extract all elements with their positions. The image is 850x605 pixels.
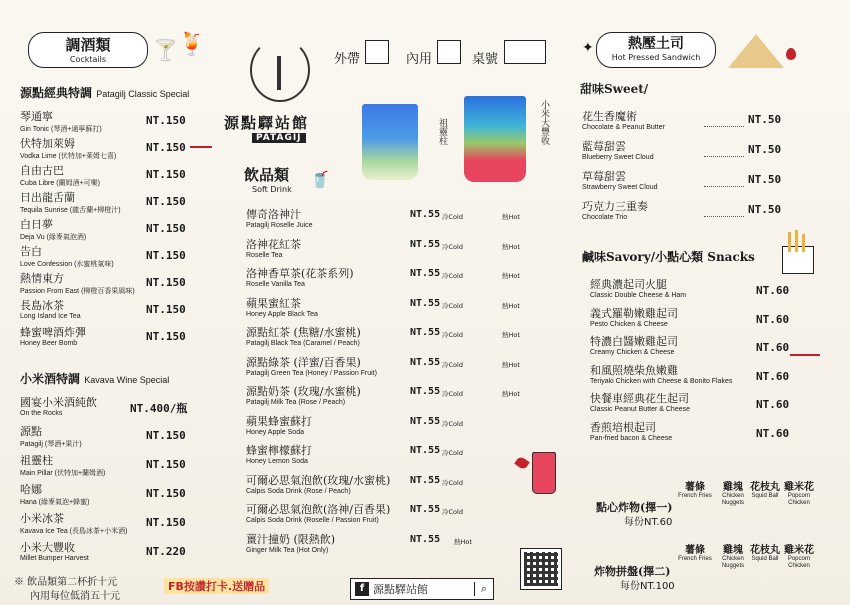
- item-price: NT.60: [756, 369, 790, 383]
- dinein-label: 內用: [406, 52, 433, 67]
- item-price: NT.150: [146, 141, 186, 154]
- table-label: 桌號: [472, 52, 499, 67]
- snack-option-english: Chicken Nuggets: [721, 556, 745, 569]
- dotted-leader: [704, 186, 744, 187]
- item-price: NT.55: [410, 415, 441, 427]
- min-charge-note: 內用每位低消五十元: [30, 591, 120, 602]
- item-price: NT.50: [748, 113, 782, 126]
- item-english-name: Pesto Chicken & Cheese: [590, 320, 668, 328]
- item-english-name: Kavava Ice Tea (長島冰茶+小米酒): [20, 528, 128, 535]
- cold-tag: 冷Cold: [442, 301, 463, 310]
- savory-item: [590, 362, 732, 385]
- item-name: 洛神香草茶(花茶系列): [246, 267, 354, 280]
- item-name: 特濃白醬嫩雞起司: [590, 335, 678, 348]
- dotted-leader: [704, 156, 744, 157]
- item-english-name: Pan-fried bacon & Cheese: [590, 434, 673, 442]
- snack-option: [748, 541, 782, 563]
- soft-drink-item: [246, 236, 301, 259]
- item-english-name: Patagilj Roselle Juice: [246, 222, 313, 229]
- cocktail-item: [20, 216, 86, 242]
- item-name: 花生香魔術: [582, 110, 637, 123]
- snack-option-name: 雞米花: [784, 545, 814, 556]
- dotted-leader: [704, 216, 744, 217]
- cold-tag: 冷Cold: [442, 478, 463, 487]
- item-english-name: Creamy Chicken & Cheese: [590, 349, 675, 356]
- qr-pattern: [524, 552, 558, 586]
- item-english-name: Chocolate Trio: [582, 214, 628, 221]
- item-english-name: Tequila Sunrise (龍舌蘭+柳橙汁): [20, 207, 121, 214]
- item-price: NT.150: [146, 303, 186, 316]
- cocktails-header: [28, 32, 148, 68]
- hot-tag: 熱Hot: [502, 301, 520, 310]
- item-name: 琴通寧: [20, 110, 53, 123]
- item-english-name: Classic Double Cheese & Ham: [590, 292, 687, 299]
- classic-special-title: 源點經典特調 Patagilj Classic Special: [20, 86, 190, 100]
- item-price: NT.150: [146, 458, 186, 471]
- item-name: 伏特加萊姆: [20, 137, 75, 150]
- sandwich-subtitle: Hot Pressed Sandwich: [611, 53, 701, 62]
- item-name: 快餐車經典花生起司: [590, 392, 689, 405]
- cup-blue-pink: [464, 96, 526, 182]
- item-english-name: Hana (綠麥氣泡+蜂蜜): [20, 499, 90, 506]
- sandwich-illustration: [728, 34, 788, 72]
- item-price: NT.55: [410, 268, 441, 279]
- brand-en: PATAGIJ: [252, 133, 306, 143]
- item-english-name: Deja Vu (綠麥氣泡酒): [20, 234, 87, 241]
- item-name: 可爾必思氣泡飲(洛神/百香果): [246, 503, 391, 516]
- snack-option: [782, 541, 816, 570]
- item-english-name: Patagilj Black Tea (Caramel / Peach): [246, 340, 360, 347]
- item-name: 告白: [20, 245, 42, 258]
- plant-icon: [270, 56, 288, 90]
- takeout-checkbox[interactable]: [365, 40, 389, 64]
- item-price: NT.150: [146, 114, 186, 127]
- snack-option-english: Squid Ball: [751, 556, 779, 562]
- snack-option-name: 雞塊: [723, 545, 743, 556]
- cold-tag: 冷Cold: [442, 360, 463, 369]
- sandwich-column: [568, 0, 850, 605]
- soft-drink-item: [246, 295, 318, 318]
- red-highlight: [790, 354, 820, 356]
- item-english-name: Honey Apple Soda: [246, 428, 304, 436]
- item-name: 經典濃起司火腿: [590, 278, 667, 291]
- savory-item: [590, 419, 672, 442]
- hot-tag: 熱Hot: [502, 213, 520, 221]
- sweet-item: [582, 198, 648, 221]
- item-name: 源點綠茶 (洋蜜/百香果): [246, 355, 361, 369]
- middle-column: [168, 0, 567, 605]
- item-english-name: Calpis Soda Drink (Roselle / Passion Fruit): [246, 517, 379, 524]
- item-name: 哈娜: [20, 483, 42, 496]
- kavava-item: [20, 481, 89, 507]
- combo-snack-price: 每份NT.100: [620, 581, 675, 592]
- cocktail-item: [20, 297, 81, 320]
- cocktails-subtitle: Cocktails: [69, 55, 107, 64]
- item-name: 可爾必思氣泡飲(玫瑰/水蜜桃): [246, 473, 391, 487]
- cocktail-item: [20, 135, 116, 161]
- snack-option-english: French Fries: [678, 556, 712, 562]
- cocktails-title: 調酒類: [65, 36, 111, 54]
- item-english-name: Passion From East (柳橙百香果風味): [20, 288, 135, 295]
- cold-tag: 冷Cold: [442, 213, 463, 221]
- snack-option: [678, 478, 712, 500]
- drink-discount-note: ※ 飲品類第二杯折十元: [14, 577, 118, 588]
- snack-option-name: 雞米花: [784, 482, 814, 493]
- soft-drink-header: [244, 164, 292, 194]
- item-price: NT.60: [756, 341, 790, 354]
- item-english-name: Classic Peanut Butter & Cheese: [590, 406, 690, 413]
- item-english-name: Strawberry Sweet Cloud: [582, 184, 658, 191]
- item-english-name: On the Rocks: [20, 410, 63, 417]
- item-price: NT.220: [146, 545, 186, 558]
- item-price: NT.150: [146, 516, 186, 529]
- item-english-name: Patagilj Green Tea (Honey / Passion Fruit): [246, 369, 377, 377]
- item-name: 日出龍舌蘭: [20, 191, 75, 204]
- brand-logo: [244, 34, 314, 104]
- item-name: 薑汁撞奶 (限熱飲): [246, 532, 336, 546]
- hot-tag: 熱Hot: [502, 360, 520, 369]
- item-name: 香煎培根起司: [590, 420, 656, 434]
- savory-item: [590, 390, 690, 413]
- cocktail-item: [20, 108, 102, 134]
- item-price: NT.55: [410, 474, 441, 486]
- item-english-name: Patagilj Milk Tea (Rose / Peach): [246, 399, 346, 406]
- item-english-name: Honey Apple Black Tea: [246, 310, 318, 318]
- item-price: NT.55: [410, 386, 441, 397]
- item-price: NT.150: [146, 429, 186, 442]
- savory-item: [590, 305, 678, 328]
- snack-option-english: Popcorn Chicken: [787, 493, 811, 506]
- item-price: NT.60: [756, 284, 790, 297]
- cup-blue-green: [362, 104, 418, 180]
- kavava-item: [20, 423, 82, 449]
- item-name: 蜂蜜啤酒炸彈: [20, 326, 86, 339]
- item-name: 自由古巴: [20, 164, 64, 177]
- item-price: NT.55: [410, 238, 441, 250]
- savory-item: [590, 333, 678, 356]
- snack-option-name: 薯條: [685, 545, 705, 556]
- fb-promo: FB按讚打卡.送贈品: [164, 578, 269, 594]
- item-name: 草莓甜雲: [582, 170, 626, 183]
- item-english-name: Vodka Lime (伏特加+萊姆七喜): [20, 153, 117, 160]
- item-price: NT.55: [410, 445, 441, 456]
- item-name: 長島冰茶: [20, 299, 64, 312]
- single-snack-title: 點心炸物(擇一): [596, 501, 673, 514]
- soft-drink-subtitle: Soft Drink: [252, 185, 292, 194]
- snack-option-english: Squid Ball: [751, 493, 779, 499]
- fb-page-name: 源點驛站館: [373, 583, 428, 596]
- search-icon: ⌕: [474, 582, 493, 596]
- kavava-item: [20, 394, 97, 417]
- cocktail-illustration: [514, 438, 566, 498]
- soft-drink-title: 飲品類: [244, 166, 290, 184]
- item-price: NT.55: [410, 356, 441, 368]
- item-english-name: Roselle Tea: [246, 251, 283, 259]
- soft-drink-item: [246, 206, 313, 229]
- dinein-checkbox[interactable]: [437, 40, 461, 64]
- brand-name: 源點驛站館: [224, 114, 310, 132]
- kavava-special-title: 小米酒特調 Kavava Wine Special: [20, 372, 170, 386]
- drink-photo-right: [460, 92, 532, 184]
- dotted-leader: [704, 126, 744, 127]
- cocktail-tall-glass-icon: 🍹: [178, 32, 206, 57]
- item-name: 熱情東方: [20, 272, 64, 285]
- soft-drink-item: [246, 265, 354, 288]
- soft-drink-item: [246, 442, 312, 465]
- hot-tag: 熱Hot: [454, 537, 472, 546]
- cocktail-item: [20, 189, 121, 215]
- cocktail-item: [20, 324, 86, 347]
- sweet-title: 甜味Sweet/: [580, 82, 649, 96]
- item-price: NT.55: [410, 504, 441, 515]
- item-name: 洛神花紅茶: [246, 237, 301, 251]
- item-english-name: Chocolate & Peanut Butter: [582, 124, 665, 131]
- item-english-name: Love Confession (水蜜桃氣味): [20, 261, 114, 268]
- item-name: 和風照燒柴魚嫩雞: [590, 363, 678, 377]
- item-price: NT.50: [748, 203, 782, 216]
- item-price: NT.55: [410, 297, 441, 309]
- item-price: NT.150: [146, 222, 186, 235]
- item-name: 源點紅茶 (焦糖/水蜜桃): [246, 326, 361, 339]
- item-english-name: Main Pillar (伏特加+蘭姆酒): [20, 470, 106, 477]
- item-english-name: Cuba Libre (蘭姆酒+可樂): [20, 180, 100, 187]
- cold-tag: 冷Cold: [442, 390, 463, 398]
- star-icon: ✦: [582, 40, 594, 56]
- item-name: 義式羅勒嫩雞起司: [590, 306, 678, 320]
- item-price: NT.150: [146, 195, 186, 208]
- snack-option-english: Popcorn Chicken: [787, 556, 811, 569]
- hot-tag: 熱Hot: [502, 331, 520, 339]
- hot-tag: 熱Hot: [502, 390, 520, 398]
- item-english-name: Calpis Soda Drink (Rose / Peach): [246, 487, 351, 495]
- item-price: NT.55: [410, 327, 441, 338]
- soft-drink-item: [246, 383, 361, 406]
- item-price: NT.150: [146, 168, 186, 181]
- sandwich-icon: [728, 34, 784, 68]
- cocktail-item: [20, 243, 114, 269]
- strawberry-icon: [786, 48, 796, 60]
- snack-option-name: 薯條: [685, 482, 705, 493]
- sweet-item: [582, 168, 657, 191]
- cocktail-item: [20, 270, 135, 296]
- item-price: NT.150: [146, 487, 186, 500]
- item-price: NT.50: [748, 173, 782, 186]
- cup-label-right: 小米大豐收: [539, 100, 549, 145]
- savory-item: [590, 276, 686, 299]
- snack-option-name: 花枝丸: [750, 545, 780, 556]
- item-english-name: Roselle Vanilla Tea: [246, 281, 305, 288]
- snack-option-english: Chicken Nuggets: [721, 493, 745, 506]
- kavava-item: [20, 510, 127, 536]
- item-name: 小米大豐收: [20, 541, 75, 554]
- item-english-name: Long Island Ice Tea: [20, 313, 81, 320]
- cold-tag: 冷Cold: [442, 272, 463, 280]
- kavava-item: [20, 452, 105, 478]
- sandwich-header: [596, 32, 716, 68]
- cold-tag: 冷Cold: [442, 242, 463, 251]
- item-price: NT.60: [756, 398, 790, 411]
- single-snack-price: 每份NT.60: [624, 517, 673, 528]
- snack-option: [748, 478, 782, 500]
- cup-label-left: 祖靈柱: [437, 118, 447, 145]
- hot-tag: 熱Hot: [502, 242, 520, 251]
- snack-option: [782, 478, 816, 507]
- item-name: 蘋果蜜紅茶: [246, 296, 301, 310]
- item-english-name: Gin Tonic (琴酒+通寧蘇打): [20, 126, 102, 133]
- red-highlight: [190, 146, 212, 148]
- kavava-item: [20, 539, 89, 562]
- item-name: 源點奶茶 (玫瑰/水蜜桃): [246, 385, 361, 398]
- combo-snack-title: 炸物拼盤(擇二): [594, 565, 671, 578]
- item-english-name: Ginger Milk Tea (Hot Only): [246, 546, 329, 554]
- savory-title: 鹹味Savory/小點心類 Snacks: [582, 250, 755, 264]
- item-name: 白日夢: [20, 218, 53, 231]
- soft-drink-item: [246, 324, 361, 347]
- item-name: 蘋果蜂蜜蘇打: [246, 414, 312, 428]
- snack-option: [678, 541, 712, 563]
- item-price: NT.55: [410, 209, 441, 220]
- cold-tag: 冷Cold: [442, 449, 463, 457]
- item-english-name: Blueberry Sweet Cloud: [582, 154, 654, 161]
- cold-tag: 冷Cold: [442, 419, 463, 428]
- item-name: 源點: [20, 425, 42, 438]
- soft-drink-item: [246, 501, 390, 524]
- item-english-name: Millet Bumper Harvest: [20, 555, 89, 562]
- item-price: NT.400/瓶: [130, 402, 188, 415]
- item-name: 傳奇洛神汁: [246, 208, 301, 221]
- red-drink-icon: [532, 452, 556, 494]
- juice-cup-icon: 🥤: [310, 170, 330, 189]
- item-price: NT.55: [410, 533, 441, 545]
- snack-option-name: 花枝丸: [750, 482, 780, 493]
- item-name: 國宴小米酒純飲: [20, 396, 97, 409]
- item-name: 蜂蜜檸檬蘇打: [246, 444, 312, 457]
- item-english-name: Honey Lemon Soda: [246, 458, 308, 465]
- takeout-label: 外帶: [334, 52, 361, 67]
- item-price: NT.150: [146, 330, 186, 343]
- sandwich-title: 熱壓土司: [628, 36, 684, 52]
- item-english-name: Patagilj (琴酒+果汁): [20, 441, 82, 448]
- item-price: NT.60: [756, 426, 790, 440]
- snack-option-english: French Fries: [678, 493, 712, 499]
- hot-tag: 熱Hot: [502, 272, 520, 280]
- item-english-name: Honey Beer Bomb: [20, 340, 78, 347]
- soft-drink-item: [246, 531, 335, 554]
- cold-tag: 冷Cold: [442, 508, 463, 516]
- snack-option-name: 雞塊: [723, 482, 743, 493]
- cocktails-column: [0, 0, 220, 605]
- item-name: 小米冰茶: [20, 512, 64, 525]
- sweet-item: [582, 108, 665, 131]
- item-name: 祖靈柱: [20, 454, 53, 467]
- cocktail-item: [20, 162, 100, 188]
- fb-search-bar[interactable]: [350, 578, 494, 600]
- sweet-item: [582, 138, 654, 161]
- leaf-icon: [514, 455, 530, 470]
- snack-option: [716, 478, 750, 507]
- item-english-name: Teriyaki Chicken with Cheese & Bonito Flakes: [590, 377, 733, 385]
- soft-drink-item: [246, 413, 312, 436]
- soft-drink-item: [246, 354, 377, 377]
- facebook-icon: f: [355, 582, 369, 596]
- item-name: 藍莓甜雲: [582, 140, 626, 153]
- item-price: NT.150: [146, 276, 186, 289]
- cold-tag: 冷Cold: [442, 331, 463, 339]
- item-price: NT.50: [748, 143, 782, 156]
- table-number-box[interactable]: [504, 40, 546, 64]
- drink-photo-left: [356, 100, 426, 182]
- item-price: NT.60: [756, 312, 790, 326]
- fries-icon: [782, 232, 814, 274]
- cocktail-glass-icon: 🍸: [153, 38, 178, 62]
- snack-option: [716, 541, 750, 570]
- item-name: 巧克力三重奏: [582, 200, 648, 213]
- item-price: NT.150: [146, 249, 186, 262]
- qr-code: [520, 548, 562, 590]
- soft-drink-item: [246, 472, 390, 495]
